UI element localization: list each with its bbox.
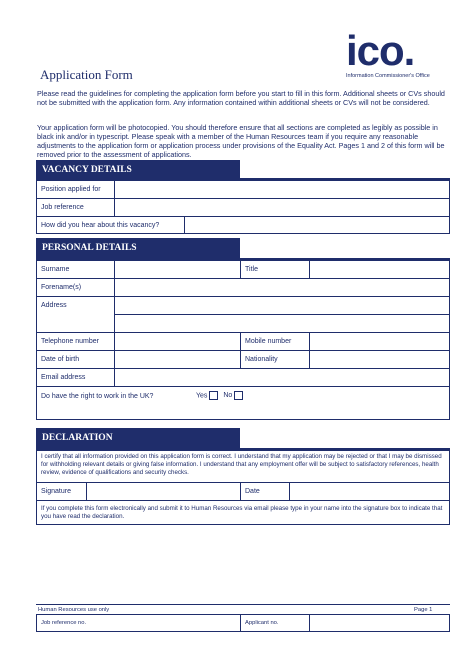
mobile-field[interactable]	[310, 333, 449, 350]
yes-label: Yes	[196, 392, 208, 400]
forenames-label: Forename(s)	[41, 284, 82, 291]
col-divider	[240, 332, 241, 368]
date-of-birth-field[interactable]	[115, 351, 239, 368]
job-reference-field[interactable]	[115, 199, 449, 216]
hr-use-table	[36, 614, 450, 632]
nationality-label: Nationality	[245, 356, 278, 363]
nationality-field[interactable]	[310, 351, 449, 368]
page-number: Page 1	[414, 607, 433, 613]
mobile-label: Mobile number	[245, 338, 292, 345]
ico-logo	[346, 27, 446, 80]
right-to-work-label: Do have the right to work in the UK?	[41, 393, 154, 400]
position-applied-field[interactable]	[115, 181, 449, 198]
declaration-heading: DECLARATION	[36, 428, 240, 448]
signature-field[interactable]	[87, 483, 239, 500]
vacancy-details-heading: VACANCY DETAILS	[36, 160, 240, 180]
col-divider	[309, 614, 310, 632]
page-title: Application Form	[40, 67, 133, 82]
intro-paragraph-1: Please read the guidelines for completing the application form before you start to fill in this form. Additional sheets or CVs should not be submitted with the application form. Any information contained within additional sheets or CVs will not be considered.	[37, 89, 445, 107]
telephone-field[interactable]	[115, 333, 239, 350]
declaration-date-field[interactable]	[290, 483, 449, 500]
yes-checkbox[interactable]	[209, 391, 218, 400]
date-of-birth-label: Date of birth	[41, 356, 80, 363]
title-field[interactable]	[310, 261, 449, 278]
footer-rule	[36, 604, 450, 605]
address-field[interactable]	[115, 297, 449, 332]
email-field[interactable]	[115, 369, 449, 386]
signature-label: Signature	[41, 488, 71, 495]
surname-field[interactable]	[115, 261, 239, 278]
hear-about-vacancy-label: How did you hear about this vacancy?	[41, 222, 160, 229]
declaration-text: I certify that all information provided on this application form is correct. I understand that my application may be rejected or that I may be dismissed for withholding relevant details or giving false information. I understand that any employment offer will be subject to satisfactory references, health review, evidence of qualifications and security checks.	[41, 453, 442, 476]
position-applied-label: Position applied for	[41, 186, 101, 193]
forenames-field[interactable]	[115, 279, 449, 296]
col-divider	[240, 614, 241, 632]
electronic-submission-note: If you complete this form electronically and submit it to Human Resources via email please type in your name into the signature box to indicate that you have read the declaration.	[41, 505, 443, 520]
no-label: No	[223, 392, 233, 400]
title-label: Title	[245, 266, 258, 273]
applicant-no-label: Applicant no.	[245, 620, 279, 626]
row-divider	[36, 500, 450, 501]
col-divider	[240, 260, 241, 278]
no-checkbox[interactable]	[234, 391, 243, 400]
job-reference-label: Job reference	[41, 204, 84, 211]
hear-about-vacancy-field[interactable]	[185, 217, 449, 234]
logo-wordmark: ico.	[346, 27, 415, 74]
row-divider	[36, 386, 450, 387]
surname-label: Surname	[41, 266, 70, 273]
job-reference-no-label: Job reference no.	[41, 620, 87, 626]
hr-use-only-label: Human Resources use only	[38, 607, 110, 613]
email-label: Email address	[41, 374, 86, 381]
telephone-label: Telephone number	[41, 338, 99, 345]
col-divider	[240, 482, 241, 500]
logo-subtitle: Information Commissioner's Office	[346, 73, 430, 79]
intro-paragraph-2: Your application form will be photocopied. You should therefore ensure that all sections are completed as legibly as possible in black ink and/or in typescript. Please speak with a member of the Human Resources team if you require any reasonable adjustments to the application form or application process under provisions of the Equality Act. Pages 1 and 2 of this form will be removed prior to the assessment of applications.	[37, 123, 445, 159]
personal-details-heading: PERSONAL DETAILS	[36, 238, 240, 258]
address-label: Address	[41, 302, 67, 309]
declaration-date-label: Date	[245, 488, 260, 495]
right-to-work-options	[196, 391, 243, 400]
